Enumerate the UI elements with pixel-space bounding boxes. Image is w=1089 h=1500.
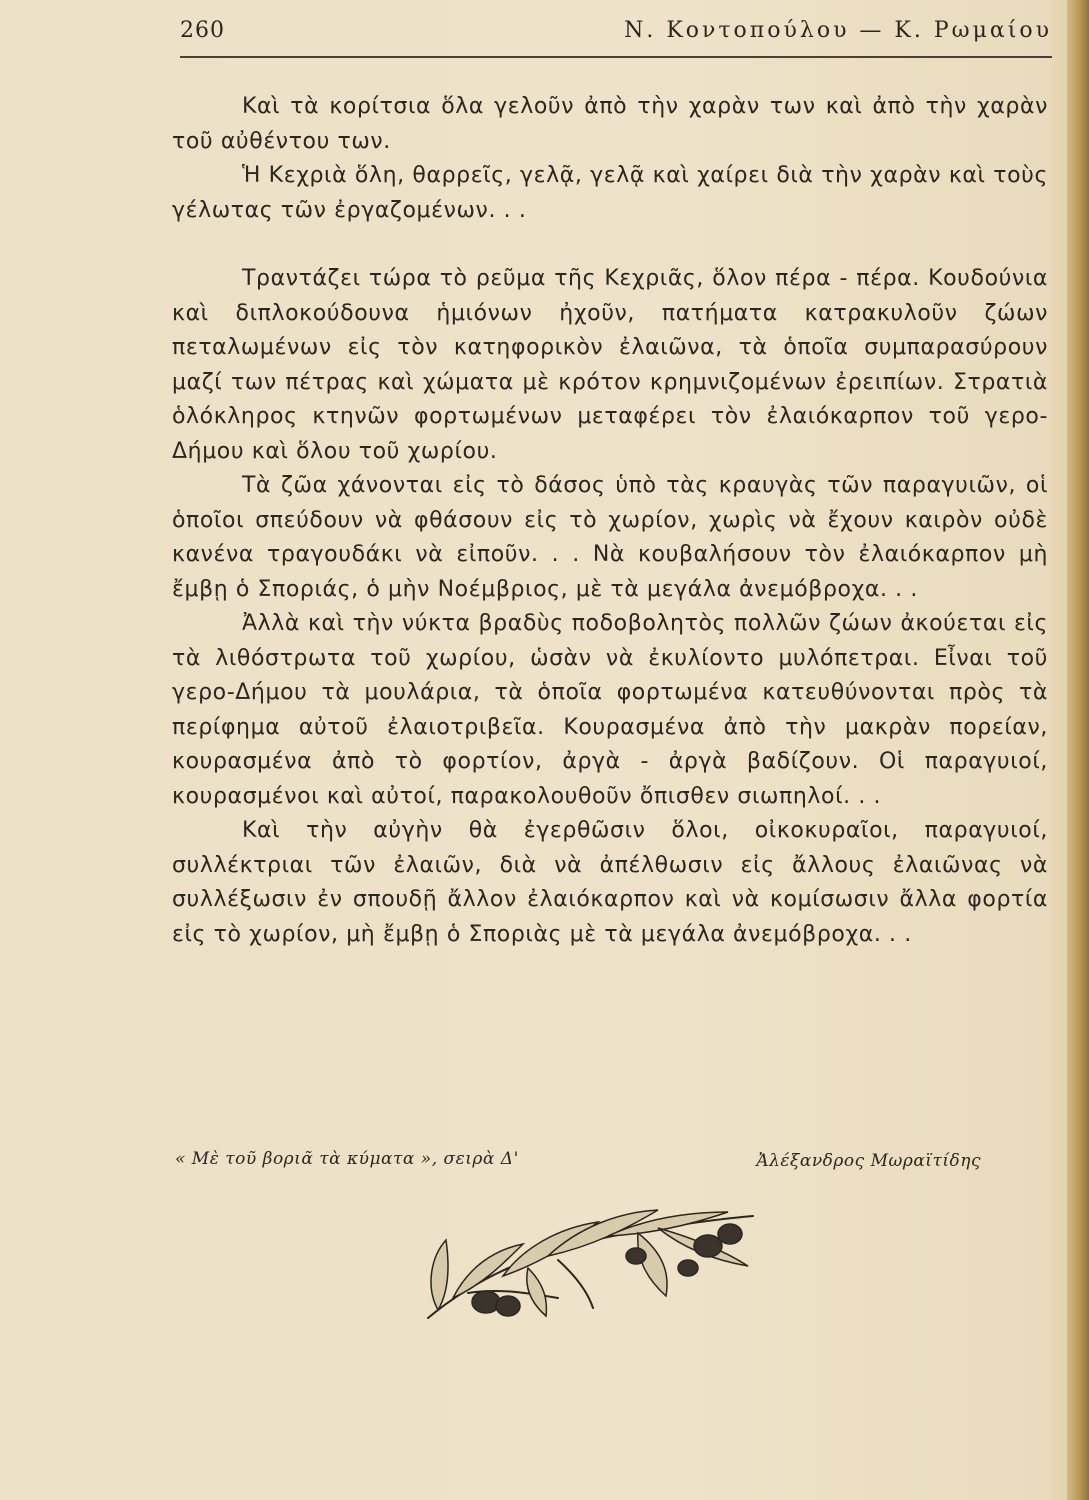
paragraph: Καὶ τὴν αὐγὴν θὰ ἐγερθῶσιν ὅλοι, οἰκοκυραῖοι, παραγυιοί, συλλέκτριαι τῶν ἐλαιῶν, διὰ νὰ ἀπέλθωσιν εἰς ἄλλους ἐλαιῶνας νὰ συλλέξωσιν ἐν σπουδῇ ἄλλον ἐλαιόκαρπον καὶ νὰ κομίσωσιν ἄλλα φορτία εἰς τὸ χωρίον, μὴ ἔμβῃ ὁ Σποριὰς μὲ τὰ μεγάλα ἀνεμόβροχα. . . bbox=[172, 818, 1048, 947]
paragraph: Τὰ ζῶα χάνονται εἰς τὸ δάσος ὑπὸ τὰς κραυγὰς τῶν παραγυιῶν, οἱ ὁποῖοι σπεύδουν νὰ φθάσουν εἰς τὸ χωρίον, χωρὶς νὰ ἔχουν καιρὸν οὐδὲ κανένα τραγουδάκι νὰ εἰποῦν. . . Νὰ κουβαλήσουν τὸν ἐλαιόκαρπον μὴ ἔμβῃ ὁ Σποριάς, ὁ μὴν Νοέμβριος, μὲ τὰ μεγάλα ἀνεμόβροχα. . . bbox=[172, 473, 1048, 602]
body-text bbox=[172, 90, 1048, 952]
author-signature: Ἀλέξανδρος Μωραϊτίδης bbox=[756, 1151, 981, 1171]
running-head: Ν. Κοντοπούλου — Κ. Ρωμαίου bbox=[624, 18, 1052, 43]
page-header bbox=[180, 16, 1052, 58]
olive-branch-icon bbox=[408, 1198, 768, 1328]
source-citation: « Μὲ τοῦ βοριᾶ τὰ κύματα », σειρὰ Δ' bbox=[175, 1149, 519, 1169]
paragraph: Καὶ τὰ κορίτσια ὅλα γελοῦν ἀπὸ τὴν χαρὰν των καὶ ἀπὸ τὴν χαρὰν τοῦ αὐθέντου των. bbox=[172, 94, 1048, 154]
book-spine-edge bbox=[1067, 0, 1089, 1500]
paragraph: Ἡ Κεχριὰ ὅλη, θαρρεῖς, γελᾷ, γελᾷ καὶ χαίρει διὰ τὴν χαρὰν καὶ τοὺς γέλωτας τῶν ἐργαζομένων. . . bbox=[172, 163, 1048, 223]
page-number: 260 bbox=[180, 18, 225, 43]
paragraph: Ἀλλὰ καὶ τὴν νύκτα βραδὺς ποδοβολητὸς πολλῶν ζώων ἀκούεται εἰς τὰ λιθόστρωτα τοῦ χωρίου, ὡσὰν νὰ ἐκυλίοντο μυλόπετραι. Εἶναι τοῦ γερο-Δήμου τὰ μουλάρια, τὰ ὁποῖα φορτωμένα κατευθύνονται πρὸς τὰ περίφημα αὐτοῦ ἐλαιοτριβεῖα. Κουρασμένα ἀπὸ τὴν μακρὰν πορείαν, κουρασμένα ἀπὸ τὸ φορτίον, ἀργὰ - ἀργὰ βαδίζουν. Οἱ παραγυιοί, κουρασμένοι καὶ αὐτοί, παρακολουθοῦν ὄπισθεν σιωπηλοί. . . bbox=[172, 611, 1048, 809]
paragraph: Τραντάζει τώρα τὸ ρεῦμα τῆς Κεχριᾶς, ὅλον πέρα - πέρα. Κουδούνια καὶ διπλοκούδουνα ἡμιόνων ἠχοῦν, πατήματα κατρακυλοῦν ζώων πεταλωμένων εἰς τὸν κατηφορικὸν ἐλαιῶνα, τὰ ὁποῖα συμπαρασύρουν μαζί των πέτρας καὶ χώματα μὲ κρότον κρημνιζομένων ἐρειπίων. Στρατιὰ ὁλόκληρος κτηνῶν φορτωμένων μεταφέρει τὸν ἐλαιόκαρπον τοῦ γερο-Δήμου καὶ ὅλου τοῦ χωρίου. bbox=[172, 266, 1048, 464]
